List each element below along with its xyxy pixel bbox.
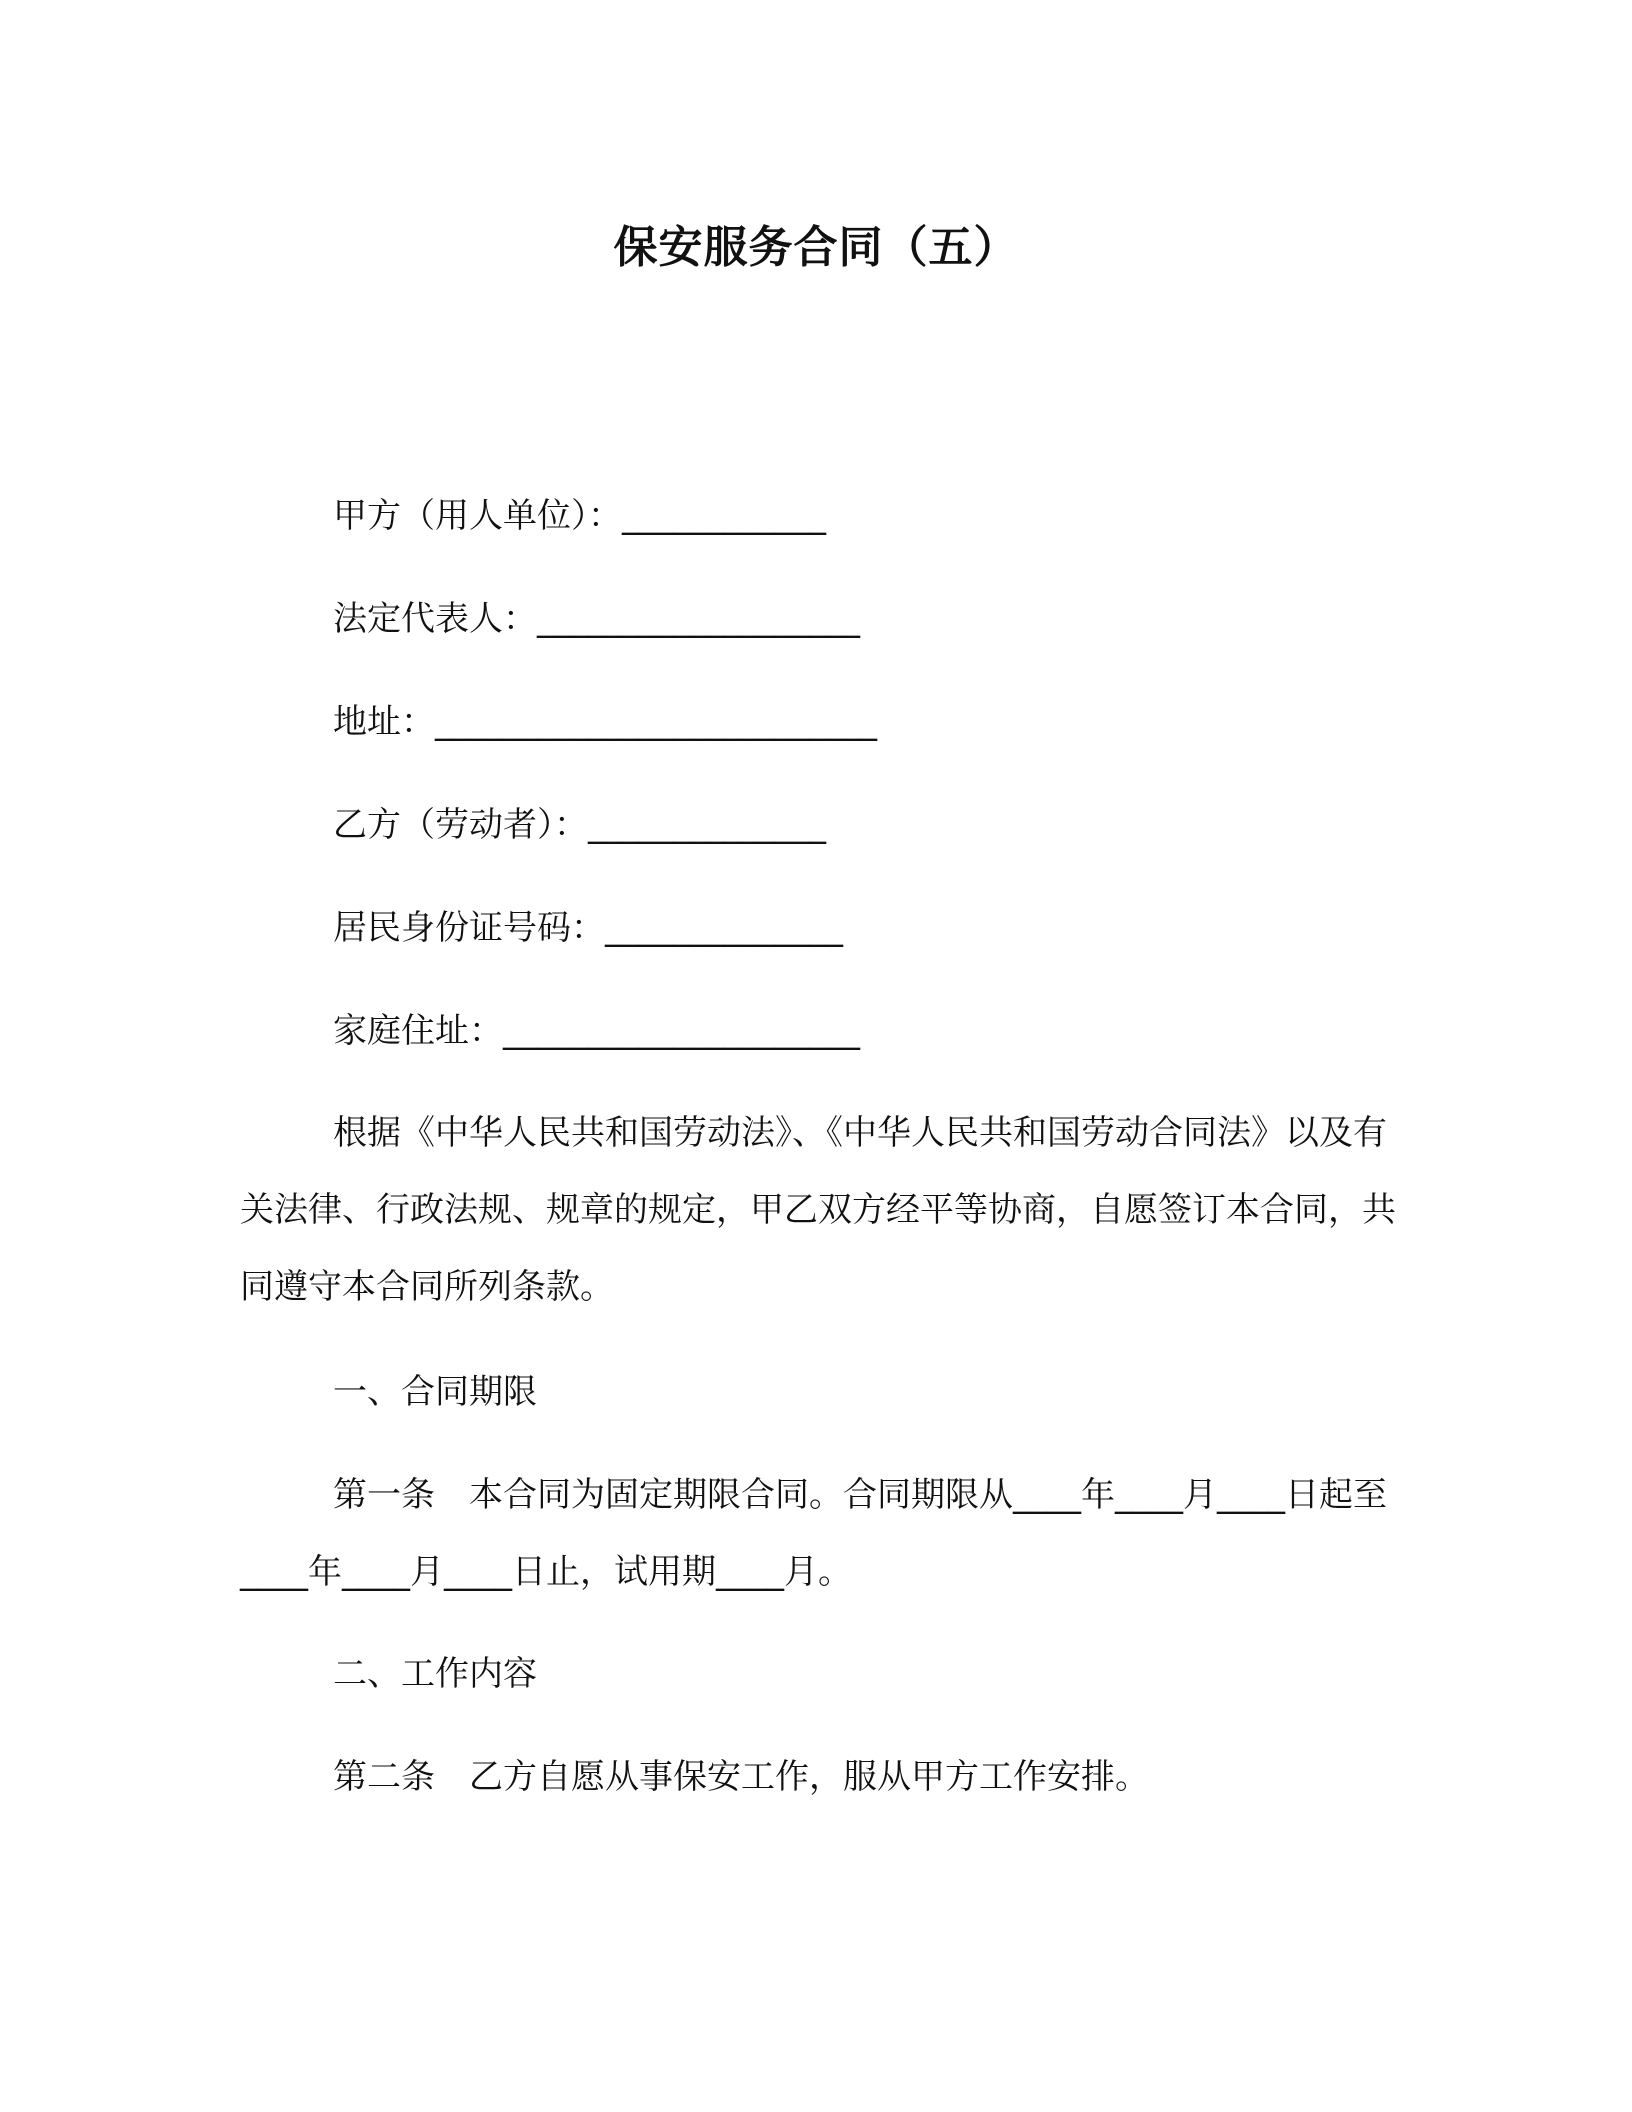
- id-number-field: 居民身份证号码：______________: [333, 908, 843, 948]
- article-1-paragraph: 第一条 本合同为固定期限合同。合同期限从____年____月____日起至____年____月____日止，试用期____月。: [240, 1475, 1387, 1592]
- home-address-field: 家庭住址：_____________________: [333, 1011, 860, 1051]
- address-field: 地址：__________________________: [333, 702, 877, 742]
- party-b-field: 乙方（劳动者）：______________: [333, 805, 826, 845]
- section-2-heading: 二、工作内容: [333, 1654, 537, 1694]
- article-2-paragraph: 第二条 乙方自愿从事保安工作，服从甲方工作安排。: [333, 1757, 1149, 1797]
- legal-representative-field: 法定代表人：___________________: [333, 599, 860, 639]
- document-title: 保安服务合同（五）: [613, 222, 1019, 273]
- section-1-heading: 一、合同期限: [333, 1372, 537, 1412]
- party-a-field: 甲方（用人单位）：____________: [333, 496, 826, 536]
- intro-paragraph: 根据《中华人民共和国劳动法》、《中华人民共和国劳动合同法》以及有关法律、行政法规、规章的规定，甲乙双方经平等协商，自愿签订本合同，共同遵守本合同所列条款。: [240, 1113, 1396, 1307]
